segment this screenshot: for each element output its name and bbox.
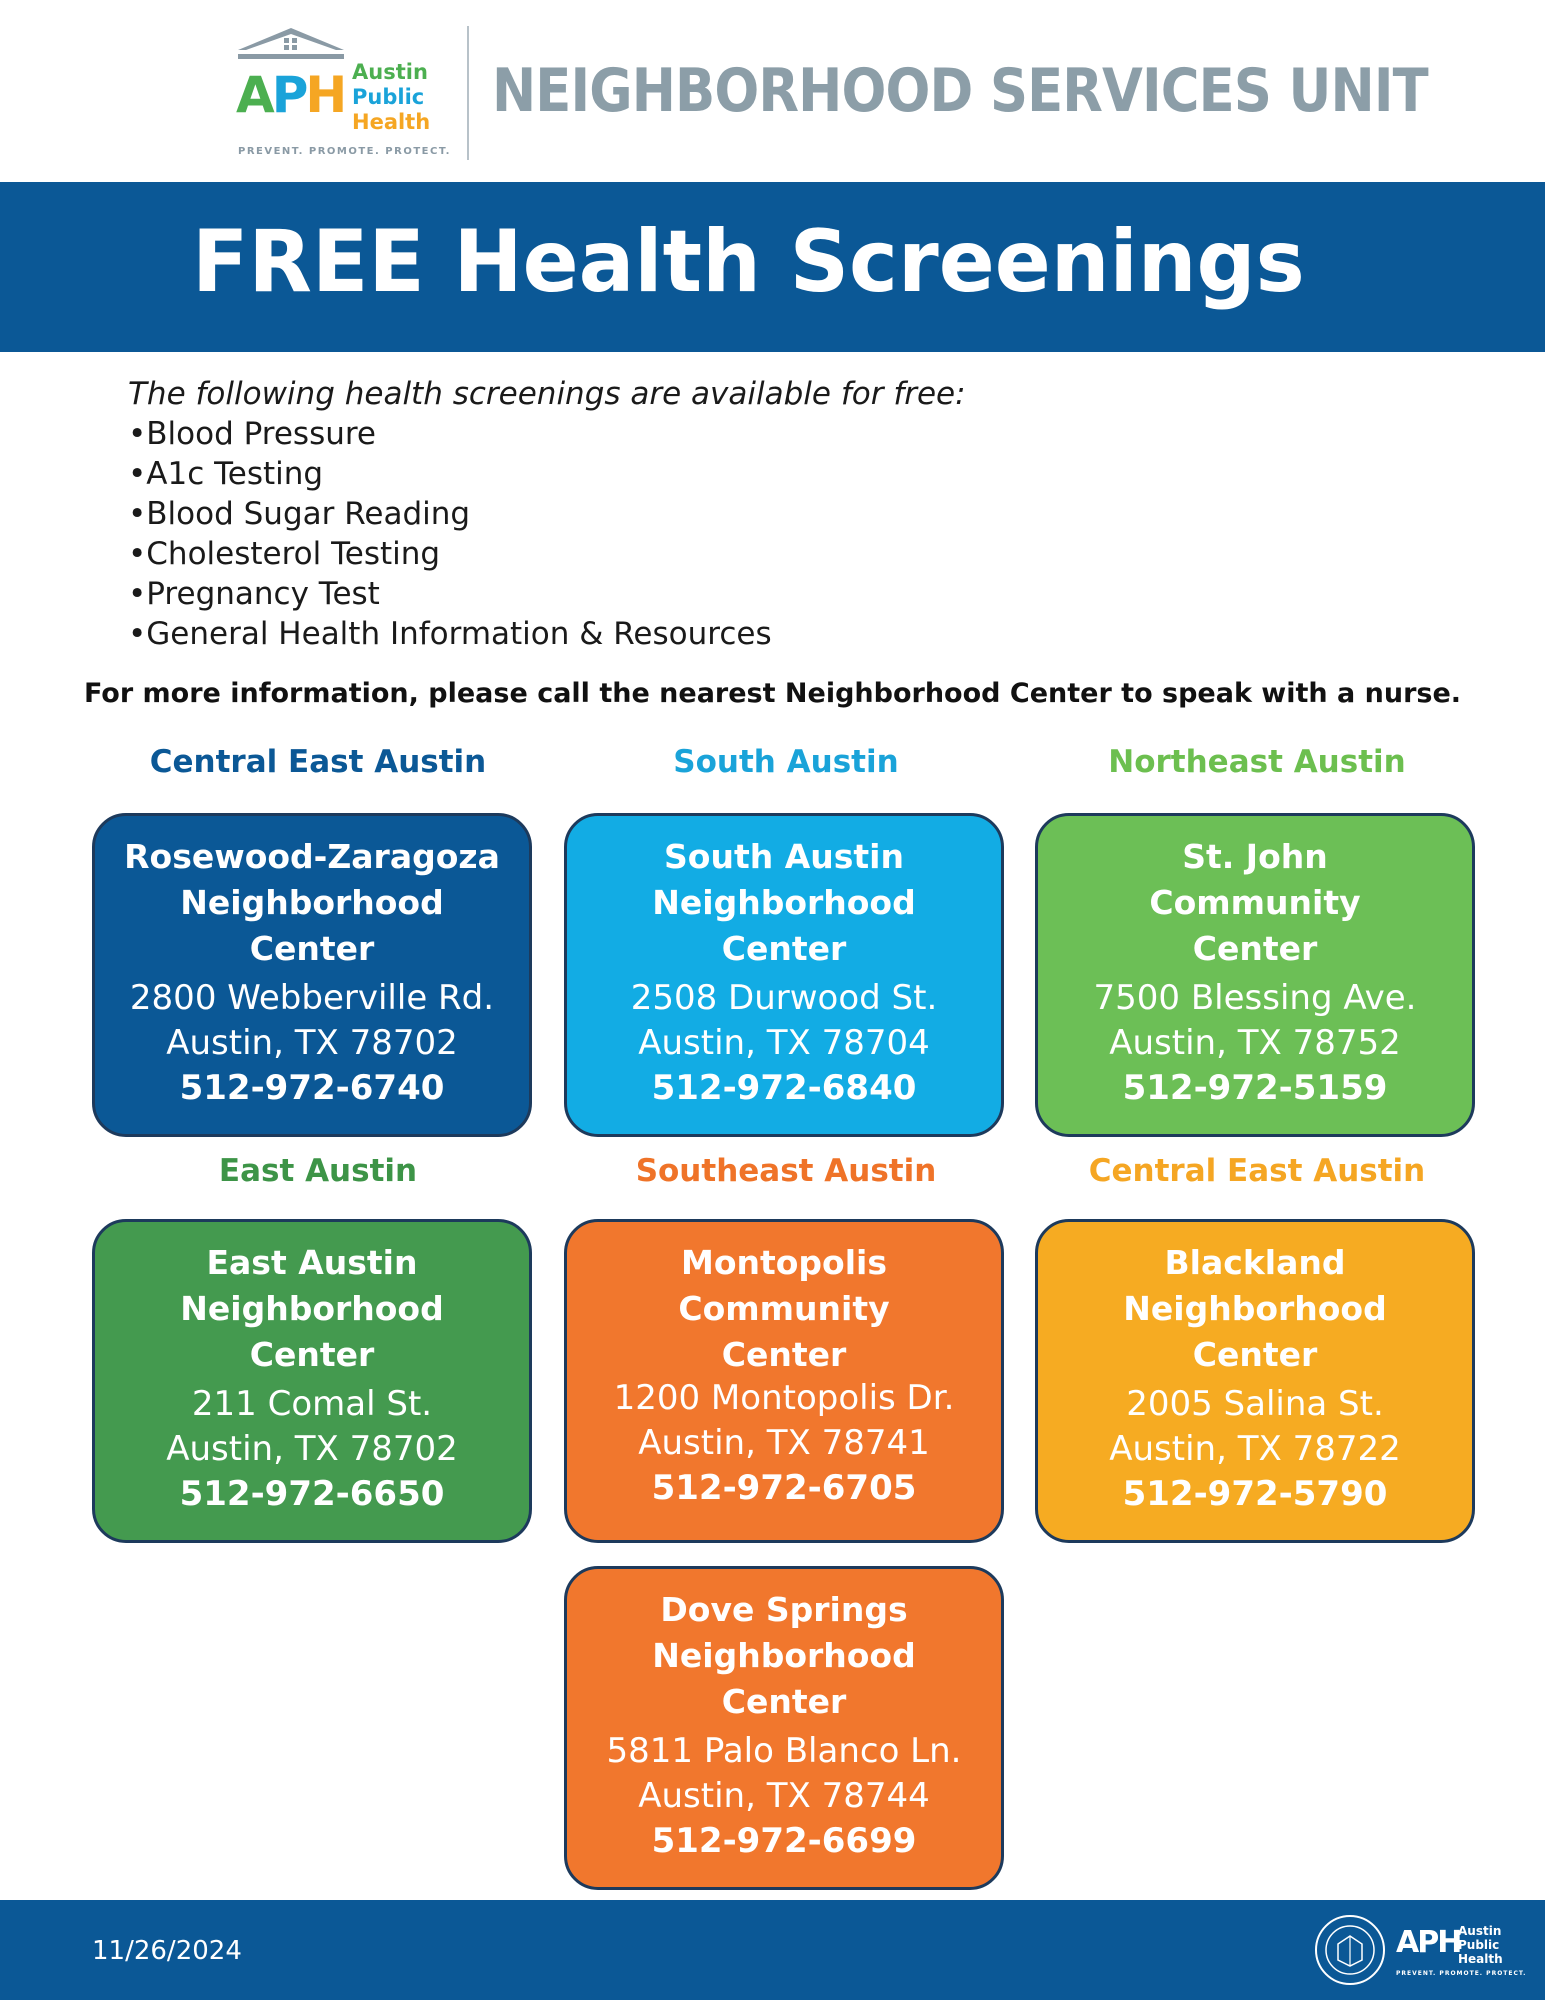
logo-word: Austin — [1458, 1924, 1502, 1938]
center-card — [564, 1566, 1004, 1890]
footer-logo-tagline: PREVENT. PROMOTE. PROTECT. — [1396, 1970, 1527, 1977]
center-card — [92, 1219, 532, 1543]
center-name-line: Community — [1149, 883, 1361, 922]
logo-mark: APH — [236, 66, 345, 124]
list-item: •A1c Testing — [128, 456, 324, 492]
address-line: 2800 Webberville Rd. — [129, 978, 495, 1018]
house-roof-icon — [236, 26, 346, 62]
region-label: Northeast Austin — [1108, 744, 1406, 780]
address-line: 5811 Palo Blanco Ln. — [606, 1731, 962, 1771]
center-name — [567, 1587, 1001, 1725]
logo-word: Austin — [352, 60, 428, 84]
center-name-line: Neighborhood — [180, 1289, 444, 1328]
center-address — [95, 976, 529, 1066]
address-line: 211 Comal St. — [191, 1384, 433, 1424]
center-name-line: East Austin — [206, 1243, 418, 1282]
title-banner — [0, 182, 1545, 352]
center-phone[interactable]: 512-972-6840 — [651, 1068, 917, 1108]
logo-word: Public — [352, 85, 425, 109]
center-name-line: Neighborhood — [180, 883, 444, 922]
address-line: Austin, TX 78741 — [638, 1423, 930, 1463]
address-line: Austin, TX 78744 — [638, 1776, 930, 1816]
center-name-line: Neighborhood — [652, 1636, 916, 1675]
center-phone[interactable]: 512-972-6705 — [651, 1468, 917, 1508]
center-name — [1038, 834, 1472, 972]
address-line: 2508 Durwood St. — [630, 978, 938, 1018]
center-card — [92, 813, 532, 1137]
list-item: •Pregnancy Test — [128, 576, 380, 612]
list-item: •Cholesterol Testing — [128, 536, 441, 572]
center-phone[interactable]: 512-972-5159 — [1122, 1068, 1388, 1108]
center-name-line: Center — [721, 1335, 847, 1374]
center-name-line: Center — [721, 929, 847, 968]
logo-word: Health — [352, 110, 431, 134]
center-name — [567, 1240, 1001, 1378]
address-line: 1200 Montopolis Dr. — [613, 1378, 955, 1418]
center-phone[interactable]: 512-972-6740 — [179, 1068, 445, 1108]
center-phone[interactable]: 512-972-5790 — [1122, 1474, 1388, 1514]
footer-logo — [1396, 1920, 1526, 1984]
center-name-line: Dove Springs — [660, 1590, 908, 1629]
center-address — [95, 1382, 529, 1472]
center-name-line: St. John — [1182, 837, 1328, 876]
header-divider — [467, 26, 469, 160]
center-address — [1038, 1382, 1472, 1472]
address-line: Austin, TX 78704 — [638, 1023, 930, 1063]
address-line: Austin, TX 78702 — [166, 1023, 458, 1063]
center-name — [95, 834, 529, 972]
list-item: •General Health Information & Resources — [128, 616, 772, 652]
list-item: •Blood Sugar Reading — [128, 496, 471, 532]
footer-logo-mark: APH — [1396, 1925, 1461, 1960]
center-name-line: South Austin — [664, 837, 904, 876]
logo-word: Health — [1458, 1952, 1503, 1966]
center-name-line: Montopolis — [680, 1243, 887, 1282]
page-title: FREE Health Screenings — [192, 212, 1305, 312]
region-label: South Austin — [673, 744, 899, 780]
address-line: 2005 Salina St. — [1126, 1384, 1384, 1424]
region-label: Central East Austin — [149, 744, 487, 780]
info-line: For more information, please call the nearest Neighborhood Center to speak with a nurse. — [83, 678, 1462, 709]
unit-title: NEIGHBORHOOD SERVICES UNIT — [492, 56, 1428, 126]
center-name-line: Neighborhood — [1123, 1289, 1387, 1328]
center-name-line: Neighborhood — [652, 883, 916, 922]
center-card — [564, 1219, 1004, 1543]
center-address — [567, 1376, 1001, 1466]
address-line: 7500 Blessing Ave. — [1093, 978, 1417, 1018]
logo-word: Public — [1458, 1938, 1500, 1952]
logo-tagline: PREVENT. PROMOTE. PROTECT. — [238, 146, 451, 157]
region-label: Central East Austin — [1088, 1153, 1426, 1189]
center-name — [1038, 1240, 1472, 1378]
logo-wordmark — [352, 60, 430, 135]
address-line: Austin, TX 78702 — [166, 1429, 458, 1469]
center-name-line: Center — [1192, 929, 1318, 968]
page-header — [0, 0, 1545, 180]
center-card — [1035, 1219, 1475, 1543]
list-item: •Blood Pressure — [128, 416, 376, 452]
footer-logo-wordmark — [1458, 1924, 1503, 1966]
center-card — [1035, 813, 1475, 1137]
center-name-line: Community — [678, 1289, 890, 1328]
address-line: Austin, TX 78722 — [1109, 1429, 1401, 1469]
austin-public-health-logo — [230, 26, 450, 161]
center-address — [1038, 976, 1472, 1066]
screenings-heading: The following health screenings are available for free: — [128, 376, 966, 412]
city-seal-icon — [1314, 1914, 1386, 1986]
center-name-line: Center — [249, 929, 375, 968]
center-card — [564, 813, 1004, 1137]
center-name-line: Center — [1192, 1335, 1318, 1374]
center-address — [567, 1729, 1001, 1819]
center-name-line: Center — [721, 1682, 847, 1721]
page-footer — [0, 1900, 1545, 2000]
address-line: Austin, TX 78752 — [1109, 1023, 1401, 1063]
region-label: East Austin — [218, 1153, 418, 1189]
center-name-line: Blackland — [1164, 1243, 1346, 1282]
center-name-line: Center — [249, 1335, 375, 1374]
center-name-line: Rosewood-Zaragoza — [124, 837, 500, 876]
screenings-list — [128, 374, 966, 654]
footer-date: 11/26/2024 — [92, 1936, 242, 1966]
center-name — [95, 1240, 529, 1378]
center-address — [567, 976, 1001, 1066]
center-phone[interactable]: 512-972-6699 — [651, 1821, 917, 1861]
center-name — [567, 834, 1001, 972]
region-label: Southeast Austin — [635, 1153, 937, 1189]
center-phone[interactable]: 512-972-6650 — [179, 1474, 445, 1514]
